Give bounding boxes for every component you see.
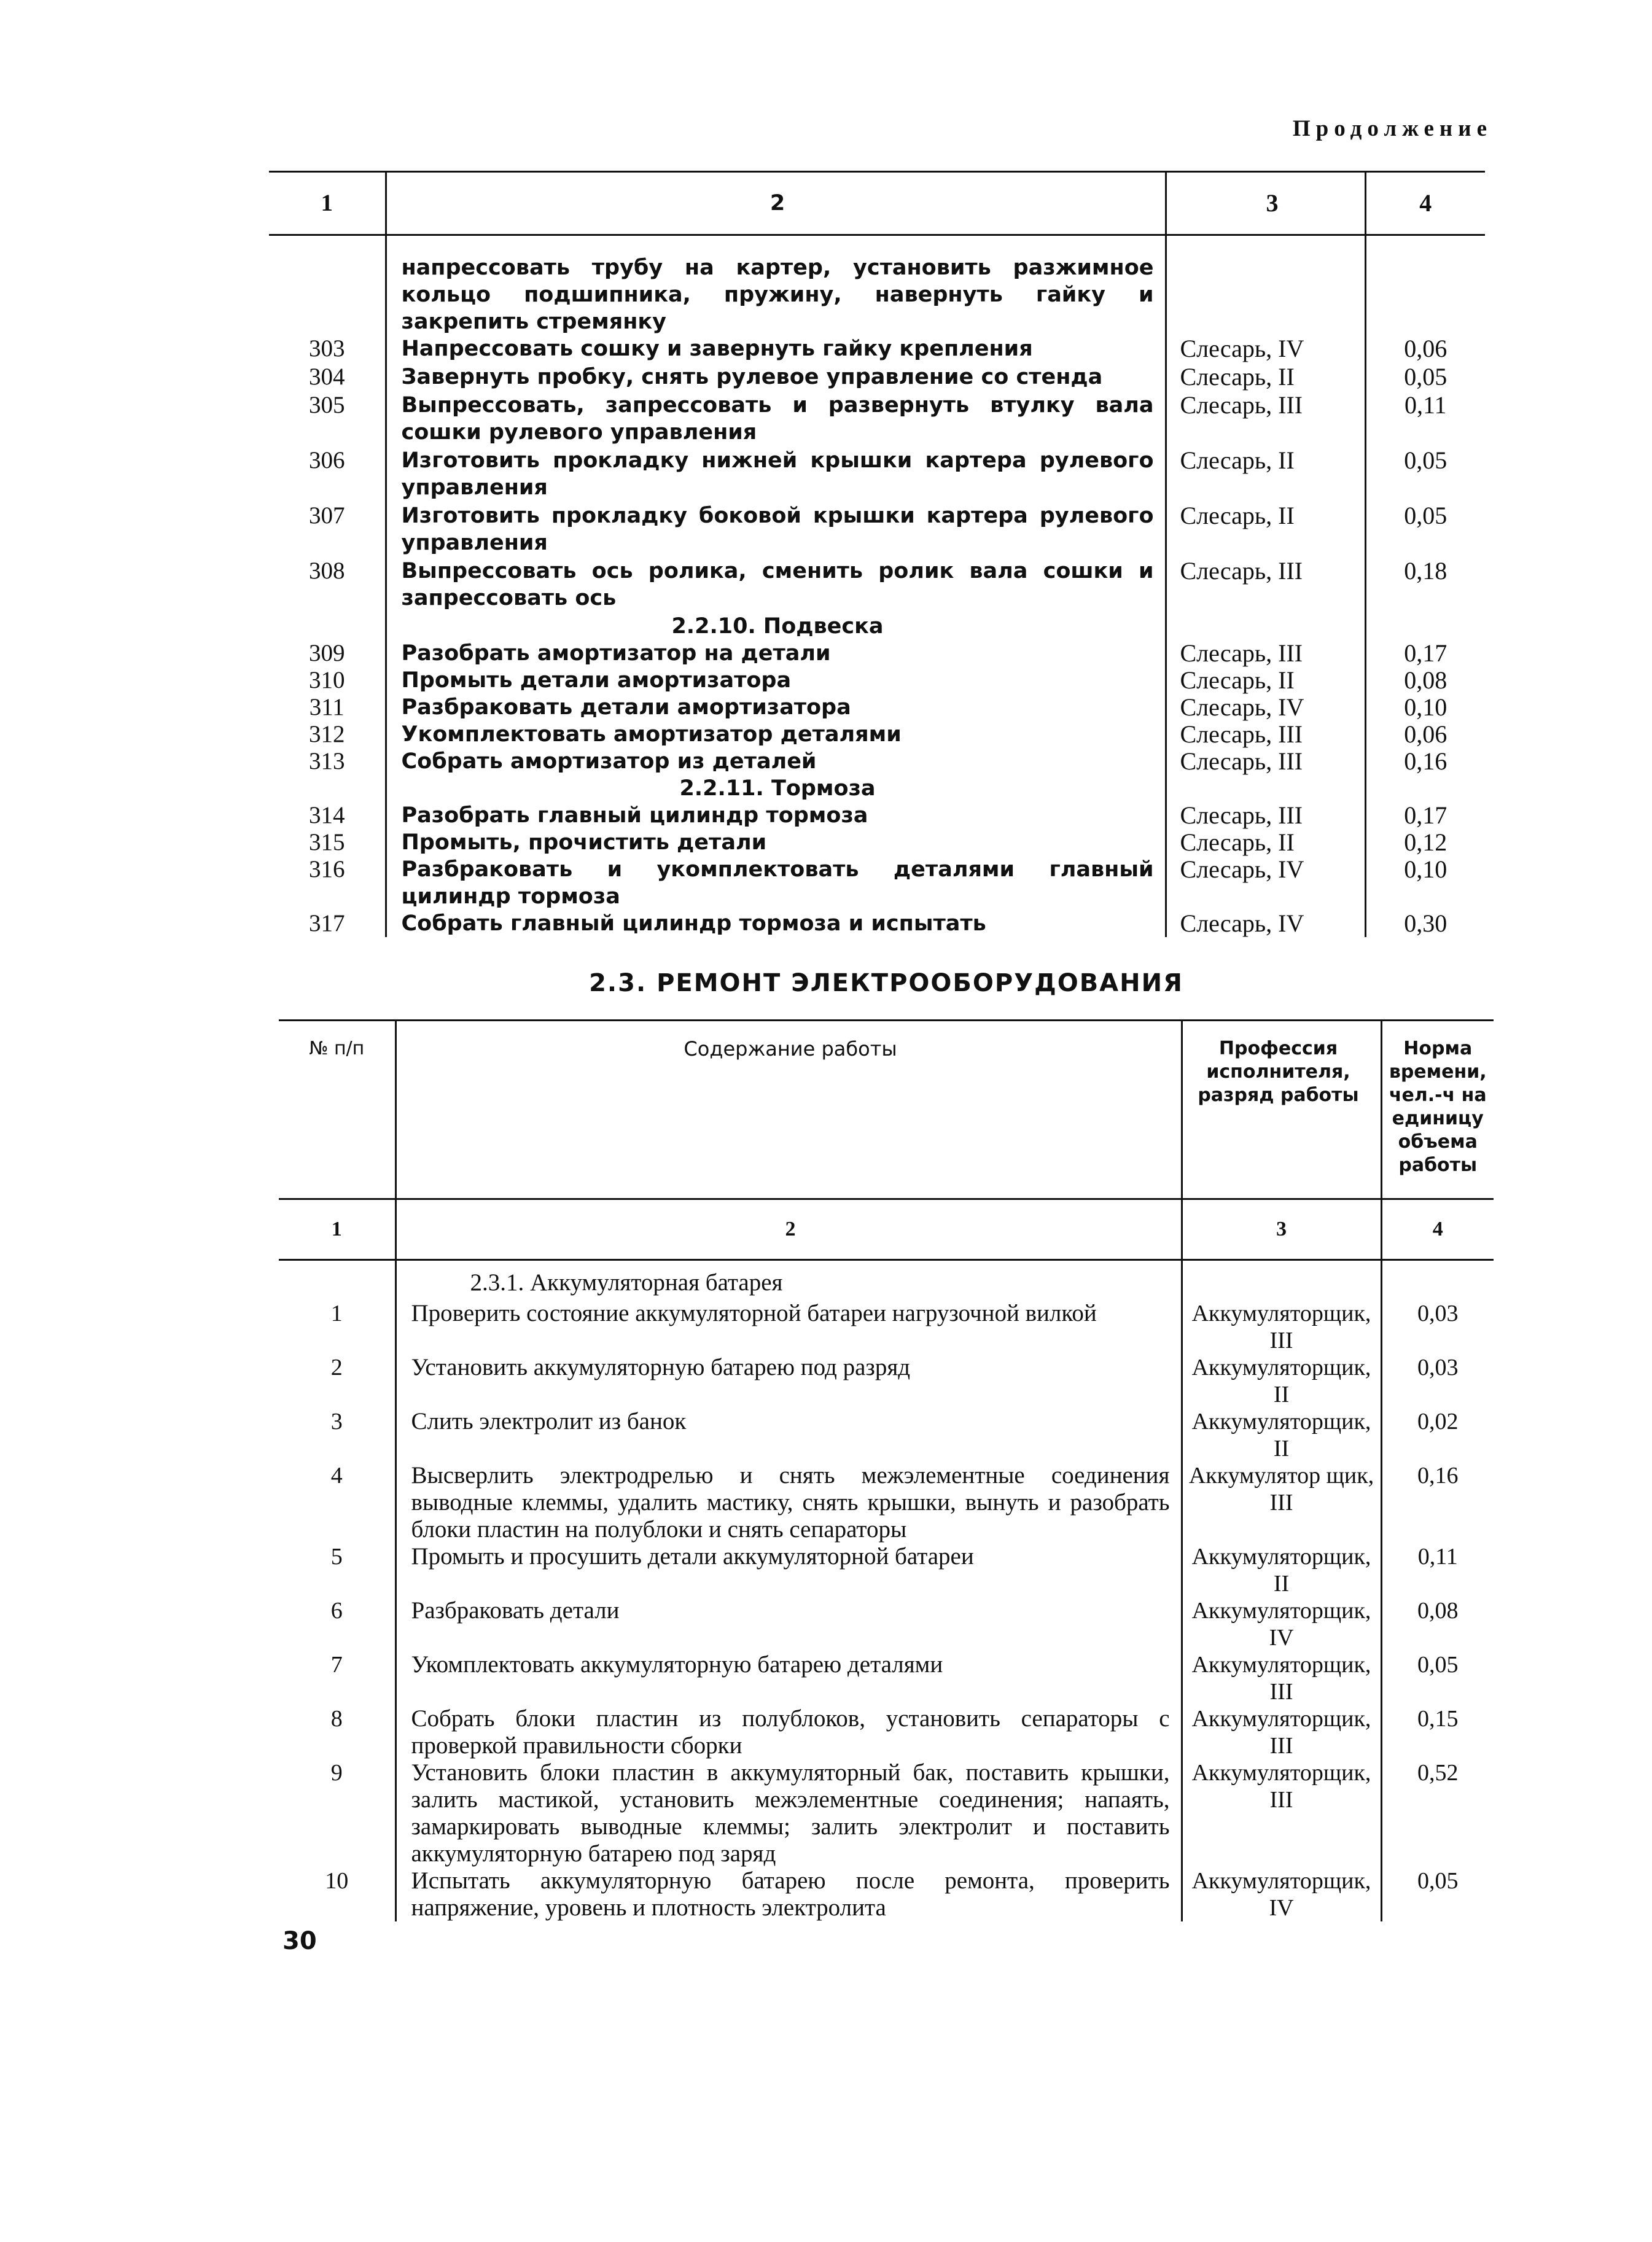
col-number-2: 2 [395,1199,1182,1260]
row-number: 316 [309,856,345,882]
time-norm: 0,11 [1365,392,1485,447]
table-row [269,802,1485,829]
worker-profession: Слесарь, III [1166,802,1365,829]
row-number: 308 [309,558,345,584]
subsection-row [269,775,1485,802]
worker-profession: Аккумуляторщик, III [1182,1300,1381,1354]
work-content: Промыть, прочистить детали [386,829,1166,856]
work-content: Разбраковать детали амортизатора [386,694,1166,721]
worker-profession: Слесарь, III [1166,721,1365,748]
header-number: № п/п [309,1038,365,1059]
time-norm: 0,06 [1365,721,1485,748]
continuation-label: Продолжение [1292,116,1492,141]
table-row [269,910,1485,937]
col-number-4: 4 [1381,1199,1494,1260]
table-row [279,1543,1494,1597]
time-norm: 0,03 [1381,1354,1494,1408]
subsection-title: 2.2.11. Тормоза [386,775,1166,802]
work-content: напрессовать трубу на картер, установить разжимное кольцо подшипника, пружину, навернуть гайку и закрепить стремянку [386,235,1166,336]
time-norm: 0,12 [1365,829,1485,856]
worker-profession: Слесарь, II [1166,447,1365,502]
table-row [279,1705,1494,1759]
work-content: Разбраковать и укомплектовать деталями главный цилиндр тормоза [386,856,1166,910]
row-number: 307 [309,502,345,529]
row-number: 3 [330,1409,343,1434]
table-row [269,667,1485,694]
worker-profession: Аккумулятор щик, III [1182,1462,1381,1543]
table-row [279,1759,1494,1867]
row-number: 2 [330,1355,343,1380]
rows-suspension [269,640,1485,775]
work-content: Высверлить электродрелью и снять межэлементные соединения выводные клеммы, удалить мастику, снять крышки, вынуть и разобрать блоки пластин на полублоки и снять сепараторы [395,1462,1182,1543]
row-number: 8 [330,1706,343,1732]
time-norm: 0,16 [1381,1462,1494,1543]
row-number: 314 [309,802,345,828]
work-content: Установить блоки пластин в аккумуляторный бак, поставить крышки, залить мастикой, установить межэлементные соединения; напаять, замаркировать выводные клеммы; залить электролит и поставить аккумуляторную батарею под заряд [395,1759,1182,1867]
work-content: Установить аккумуляторную батарею под разряд [395,1354,1182,1408]
time-norm: 0,15 [1381,1705,1494,1759]
row-number: 305 [309,392,345,418]
col-number-2: 2 [386,172,1166,235]
table-row [269,558,1485,613]
table-row [269,364,1485,392]
col-number-3: 3 [1166,172,1365,235]
work-content: Изготовить прокладку нижней крышки картера рулевого управления [386,447,1166,502]
row-number: 1 [330,1301,343,1326]
worker-profession: Аккумуляторщик, IV [1182,1867,1381,1921]
work-content: Проверить состояние аккумуляторной батареи нагрузочной вилкой [395,1300,1182,1354]
row-number: 317 [309,910,345,936]
row-number: 7 [330,1652,343,1678]
subsection-title: 2.3.1. Аккумуляторная батарея [395,1260,1182,1301]
worker-profession: Аккумуляторщик, III [1182,1651,1381,1705]
time-norm: 0,17 [1365,640,1485,667]
work-content: Изготовить прокладку боковой крышки картера рулевого управления [386,502,1166,558]
rows-brakes [269,802,1485,937]
table-row [279,1597,1494,1651]
time-norm: 0,05 [1381,1651,1494,1705]
work-content: Разбраковать детали [395,1597,1182,1651]
row-number: 6 [330,1598,343,1624]
row-number: 310 [309,667,345,693]
table-row [279,1651,1494,1705]
worker-profession: Слесарь, II [1166,667,1365,694]
work-content: Завернуть пробку, снять рулевое управление со стенда [386,364,1166,392]
work-content: Выпрессовать ось ролика, сменить ролик вала сошки и запрессовать ось [386,558,1166,613]
rows-steering [269,335,1485,613]
work-content: Выпрессовать, запрессовать и развернуть втулку вала сошки рулевого управления [386,392,1166,447]
table-row [279,1867,1494,1921]
header-profession: Профессия исполнителя, разряд работы [1182,1021,1381,1199]
table-row [269,335,1485,364]
work-content: Слить электролит из банок [395,1408,1182,1462]
row-number: 9 [330,1760,343,1786]
worker-profession: Аккумуляторщик, II [1182,1354,1381,1408]
table-row [269,235,1485,336]
worker-profession: Слесарь, III [1166,392,1365,447]
row-number: 306 [309,447,345,473]
time-norm: 0,03 [1381,1300,1494,1354]
worker-profession: Аккумуляторщик, II [1182,1408,1381,1462]
work-content: Укомплектовать аккумуляторную батарею деталями [395,1651,1182,1705]
worker-profession: Слесарь, IV [1166,335,1365,364]
table-row [269,392,1485,447]
worker-profession: Слесарь, III [1166,558,1365,613]
work-content: Собрать амортизатор из деталей [386,748,1166,775]
time-norm: 0,08 [1365,667,1485,694]
table-row [269,502,1485,558]
time-norm: 0,30 [1365,910,1485,937]
continued-table [269,171,1485,937]
table-row [269,640,1485,667]
work-content: Собрать главный цилиндр тормоза и испытать [386,910,1166,937]
row-number: 309 [309,640,345,666]
time-norm: 0,05 [1381,1867,1494,1921]
col-number-4: 4 [1365,172,1485,235]
row-number: 312 [309,721,345,747]
worker-profession: Аккумуляторщик, IV [1182,1597,1381,1651]
page-number: 30 [282,1927,317,1955]
worker-profession: Слесарь, II [1166,502,1365,558]
table-row [269,694,1485,721]
row-number: 313 [309,748,345,774]
section-title: 2.3. РЕМОНТ ЭЛЕКТРООБОРУДОВАНИЯ [589,969,1183,997]
worker-profession: Слесарь, III [1166,640,1365,667]
table-header-row [269,172,1485,235]
rows-battery [279,1300,1494,1921]
table-row [269,748,1485,775]
worker-profession: Слесарь, IV [1166,856,1365,910]
work-content: Разобрать главный цилиндр тормоза [386,802,1166,829]
worker-profession: Аккумуляторщик, III [1182,1759,1381,1867]
time-norm: 0,16 [1365,748,1485,775]
work-content: Напрессовать сошку и завернуть гайку крепления [386,335,1166,364]
work-content: Промыть детали амортизатора [386,667,1166,694]
col-number-3: 3 [1182,1199,1381,1260]
time-norm: 0,08 [1381,1597,1494,1651]
table-row [269,829,1485,856]
row-number: 5 [330,1544,343,1570]
time-norm: 0,10 [1365,856,1485,910]
time-norm: 0,02 [1381,1408,1494,1462]
work-content: Разобрать амортизатор на детали [386,640,1166,667]
row-number: 10 [325,1868,349,1894]
row-number: 303 [309,335,345,362]
row-number: 4 [330,1463,343,1489]
time-norm: 0,11 [1381,1543,1494,1597]
worker-profession: Аккумуляторщик, III [1182,1705,1381,1759]
table-row [269,447,1485,502]
table-header-row [279,1021,1494,1199]
column-numbers-row [279,1199,1494,1260]
time-norm: 0,17 [1365,802,1485,829]
table-row [279,1354,1494,1408]
work-content: Промыть и просушить детали аккумуляторной батареи [395,1543,1182,1597]
worker-profession: Слесарь, II [1166,364,1365,392]
row-number: 311 [309,694,345,720]
header-content: Содержание работы [395,1021,1182,1199]
time-norm: 0,06 [1365,335,1485,364]
col-number-1: 1 [321,190,333,216]
work-content: Укомплектовать амортизатор деталями [386,721,1166,748]
table-row [279,1408,1494,1462]
work-content: Собрать блоки пластин из полублоков, установить сепараторы с проверкой правильности сборки [395,1705,1182,1759]
time-norm: 0,05 [1365,364,1485,392]
work-content: Испытать аккумуляторную батарею после ремонта, проверить напряжение, уровень и плотность электролита [395,1867,1182,1921]
time-norm: 0,05 [1365,447,1485,502]
subsection-title: 2.2.10. Подвеска [386,613,1166,640]
time-norm: 0,52 [1381,1759,1494,1867]
electrical-repair-table [279,1019,1494,1921]
row-number: 315 [309,829,345,855]
worker-profession: Слесарь, IV [1166,694,1365,721]
time-norm: 0,05 [1365,502,1485,558]
table-row [269,721,1485,748]
worker-profession: Слесарь, II [1166,829,1365,856]
time-norm: 0,10 [1365,694,1485,721]
table-row [269,856,1485,910]
worker-profession: Слесарь, III [1166,748,1365,775]
table-row [279,1462,1494,1543]
subsection-row [269,613,1485,640]
time-norm: 0,18 [1365,558,1485,613]
table-row [279,1300,1494,1354]
subsection-row [279,1260,1494,1301]
col-number-1: 1 [279,1199,395,1260]
worker-profession: Слесарь, IV [1166,910,1365,937]
worker-profession: Аккумуляторщик, II [1182,1543,1381,1597]
header-norm: Норма времени, чел.-ч на единицу объема работы [1381,1021,1494,1199]
row-number: 304 [309,364,345,390]
